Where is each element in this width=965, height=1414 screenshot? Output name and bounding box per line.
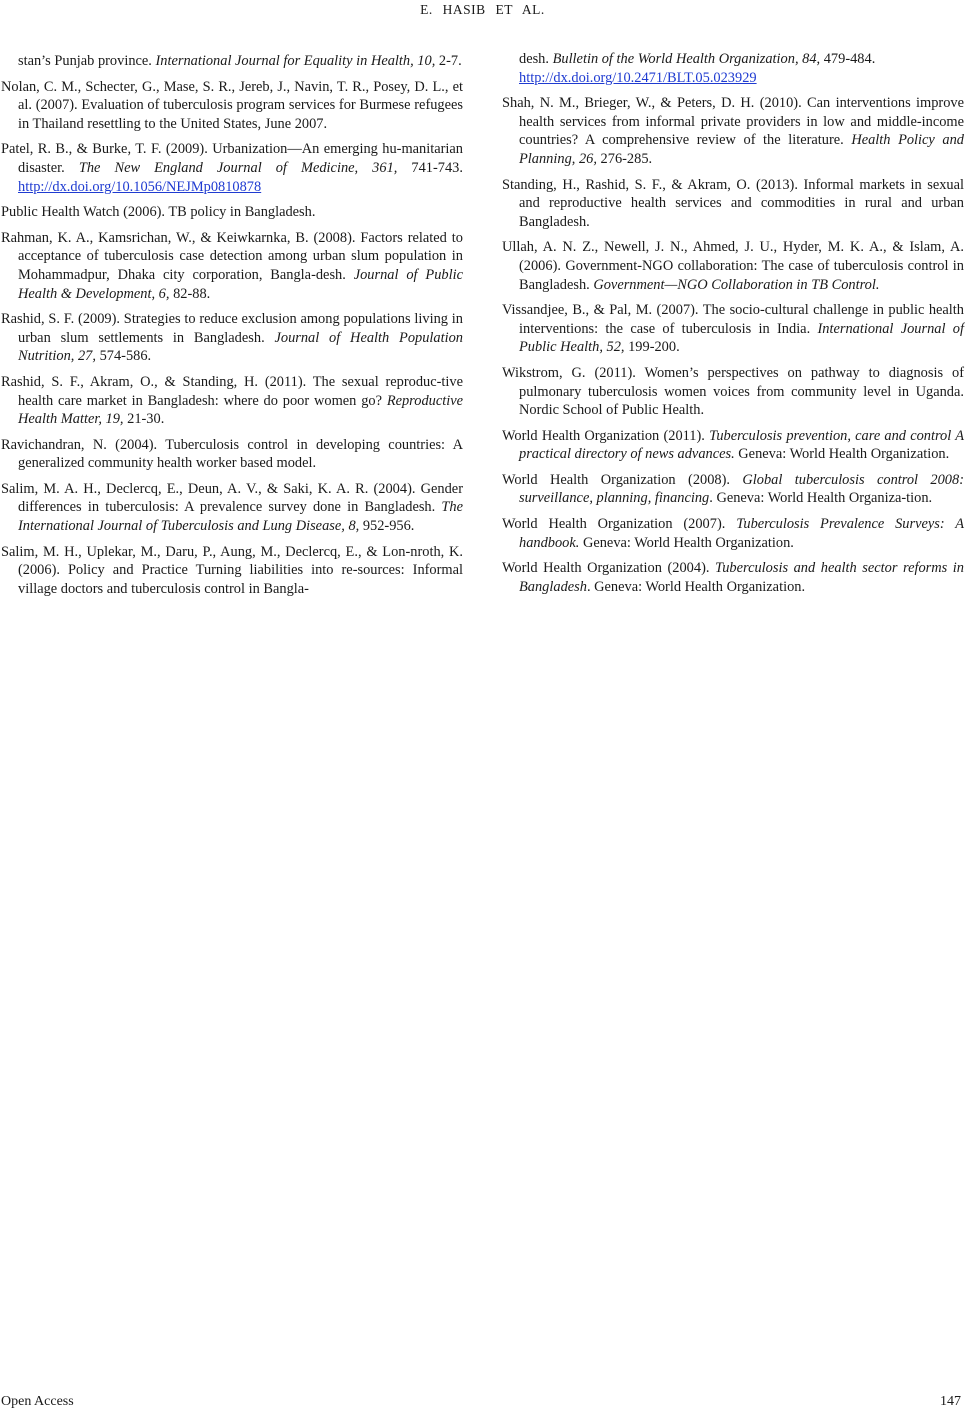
ref-source: Global tuberculosis control 2008: surveillance, planning, financing	[519, 471, 964, 507]
ref-pages: . Geneva: World Health Organiza-tion.	[709, 490, 933, 507]
ref-source: Tuberculosis and health sector reforms in Bangladesh	[519, 560, 964, 595]
ref-text: Public Health Watch (2006). TB policy in Bangladesh.	[1, 204, 316, 221]
ref-text: Standing, H., Rashid, S. F., & Akram, O. (2013). Informal markets in sexual and reproductive health services and commodities in rural and urban Bangladesh.	[502, 176, 964, 230]
ref-source: Health Policy and Planning, 26,	[519, 132, 964, 167]
ref-text: Vissandjee, B., & Pal, M. (2007). The socio-cultural challenge in public health interventions: the case of tuberculosis in India.	[502, 302, 964, 337]
reference-entry	[1, 436, 463, 473]
reference-entry	[1, 373, 463, 429]
ref-source: Bulletin of the World Health Organization, 84,	[552, 51, 821, 67]
page-number: 147	[940, 1394, 961, 1409]
reference-entry	[502, 427, 964, 464]
ref-text: Patel, R. B., & Burke, T. F. (2009). Urbanization—An emerging hu-manitarian disaster.	[1, 141, 463, 176]
ref-pages: 82-88.	[169, 285, 211, 302]
ref-pages: 741-743.	[397, 159, 463, 176]
ref-text: Rashid, S. F. (2009). Strategies to reduce exclusion among populations living in urban slum settlements in Bangladesh.	[1, 311, 463, 346]
ref-text: Ullah, A. N. Z., Newell, J. N., Ahmed, J. U., Hyder, M. K. A., & Islam, A. (2006). Government-NGO collaboration: The case of tuberculosis control in Bangladesh.	[502, 239, 964, 293]
reference-entry	[1, 140, 463, 196]
ref-text: World Health Organization (2008).	[502, 471, 743, 488]
references-left-column	[1, 52, 463, 605]
reference-entry	[502, 301, 964, 357]
reference-entry	[502, 50, 964, 87]
reference-entry	[1, 229, 463, 303]
ref-pages: 479-484.	[820, 51, 876, 67]
reference-entry	[1, 543, 463, 599]
reference-entry	[1, 203, 463, 222]
ref-pages: 21-30.	[123, 411, 165, 428]
ref-source: Tuberculosis Prevalence Surveys: A handbook.	[519, 516, 965, 551]
ref-source: International Journal of Public Health, 52,	[519, 320, 964, 356]
ref-text: World Health Organization (2004).	[502, 560, 716, 577]
ref-source: Government—NGO Collaboration in TB Control.	[593, 276, 880, 293]
reference-entry	[502, 515, 964, 552]
ref-source: The New England Journal of Medicine, 361,	[78, 159, 398, 176]
reference-entry	[1, 480, 463, 536]
reference-entry	[502, 94, 964, 168]
ref-text: Salim, M. A. H., Declercq, E., Deun, A. V., & Saki, K. A. R. (2004). Gender differences in tuberculosis: A prevalence survey done in Bangladesh.	[1, 480, 463, 516]
ref-pages: 952-956.	[359, 518, 415, 535]
ref-text: Rahman, K. A., Kamsrichan, W., & Keiwkarnka, B. (2008). Factors related to acceptance of tuberculosis case detection among urban slum population in Mohammadpur, Dhaka city corporation, Bangla-desh.	[1, 229, 463, 283]
reference-entry	[1, 310, 463, 366]
reference-entry	[502, 238, 964, 294]
footer-open-access: Open Access	[1, 1394, 74, 1409]
ref-pages: 276-285.	[596, 150, 653, 167]
ref-source: Journal of Health Population Nutrition, 27,	[18, 329, 463, 365]
reference-entry	[1, 78, 463, 134]
ref-text: Nolan, C. M., Schecter, G., Mase, S. R., Jereb, J., Navin, T. R., Posey, D. L., et al. (2007). Evaluation of tuberculosis program services for Burmese refugees in Thailand resettling to the United States, June 2007.	[1, 78, 463, 132]
ref-pages: 574-586.	[95, 348, 152, 365]
ref-text: Ravichandran, N. (2004). Tuberculosis control in developing countries: A generalized community health worker based model.	[1, 436, 463, 472]
ref-source: The International Journal of Tuberculosis and Lung Disease, 8,	[18, 499, 463, 535]
ref-text: stan’s Punjab province.	[18, 53, 156, 69]
reference-entry	[502, 559, 964, 596]
ref-text: desh.	[519, 51, 553, 67]
ref-text: Shah, N. M., Brieger, W., & Peters, D. H. (2010). Can interventions improve health services from informal private providers in low and middle-income countries? A comprehensive review of the literature.	[502, 95, 964, 149]
ref-source: Journal of Public Health & Development, 6,	[18, 266, 463, 302]
doi-link[interactable]: http://dx.doi.org/10.1056/NEJMp0810878	[18, 178, 262, 195]
ref-source: Reproductive Health Matter, 19,	[18, 392, 463, 428]
ref-source: Tuberculosis prevention, care and control A practical directory of news advances.	[519, 427, 964, 463]
ref-pages: 2-7.	[435, 53, 462, 69]
reference-entry	[502, 364, 964, 420]
doi-link[interactable]: http://dx.doi.org/10.2471/BLT.05.023929	[519, 69, 757, 86]
ref-pages: Geneva: World Health Organization.	[579, 534, 794, 551]
ref-pages: Geneva: World Health Organization.	[734, 446, 950, 463]
reference-entry	[1, 52, 463, 71]
running-head: E. HASIB ET AL.	[420, 2, 545, 17]
ref-pages: . Geneva: World Health Organization.	[586, 578, 806, 595]
ref-text: Rashid, S. F., Akram, O., & Standing, H. (2011). The sexual reproduc-tive health care market in Bangladesh: where do poor women go?	[1, 373, 463, 409]
ref-text: World Health Organization (2011).	[502, 427, 710, 444]
reference-entry	[502, 471, 964, 508]
ref-text: Salim, M. H., Uplekar, M., Daru, P., Aung, M., Declercq, E., & Lon-nroth, K. (2006). Policy and Practice Turning liabilities into re-sources: Informal village doctors and tuberculosis control in Bangla-	[1, 543, 463, 597]
ref-source: International Journal for Equality in Health, 10,	[155, 53, 436, 69]
ref-text: Wikstrom, G. (2011). Women’s perspectives on pathway to diagnosis of pulmonary tuberculosis women voices from community level in Uganda. Nordic School of Public Health.	[502, 364, 964, 419]
references-right-column	[502, 50, 964, 603]
reference-entry	[502, 176, 964, 232]
ref-pages: 199-200.	[624, 339, 680, 356]
ref-text: World Health Organization (2007).	[502, 516, 737, 533]
